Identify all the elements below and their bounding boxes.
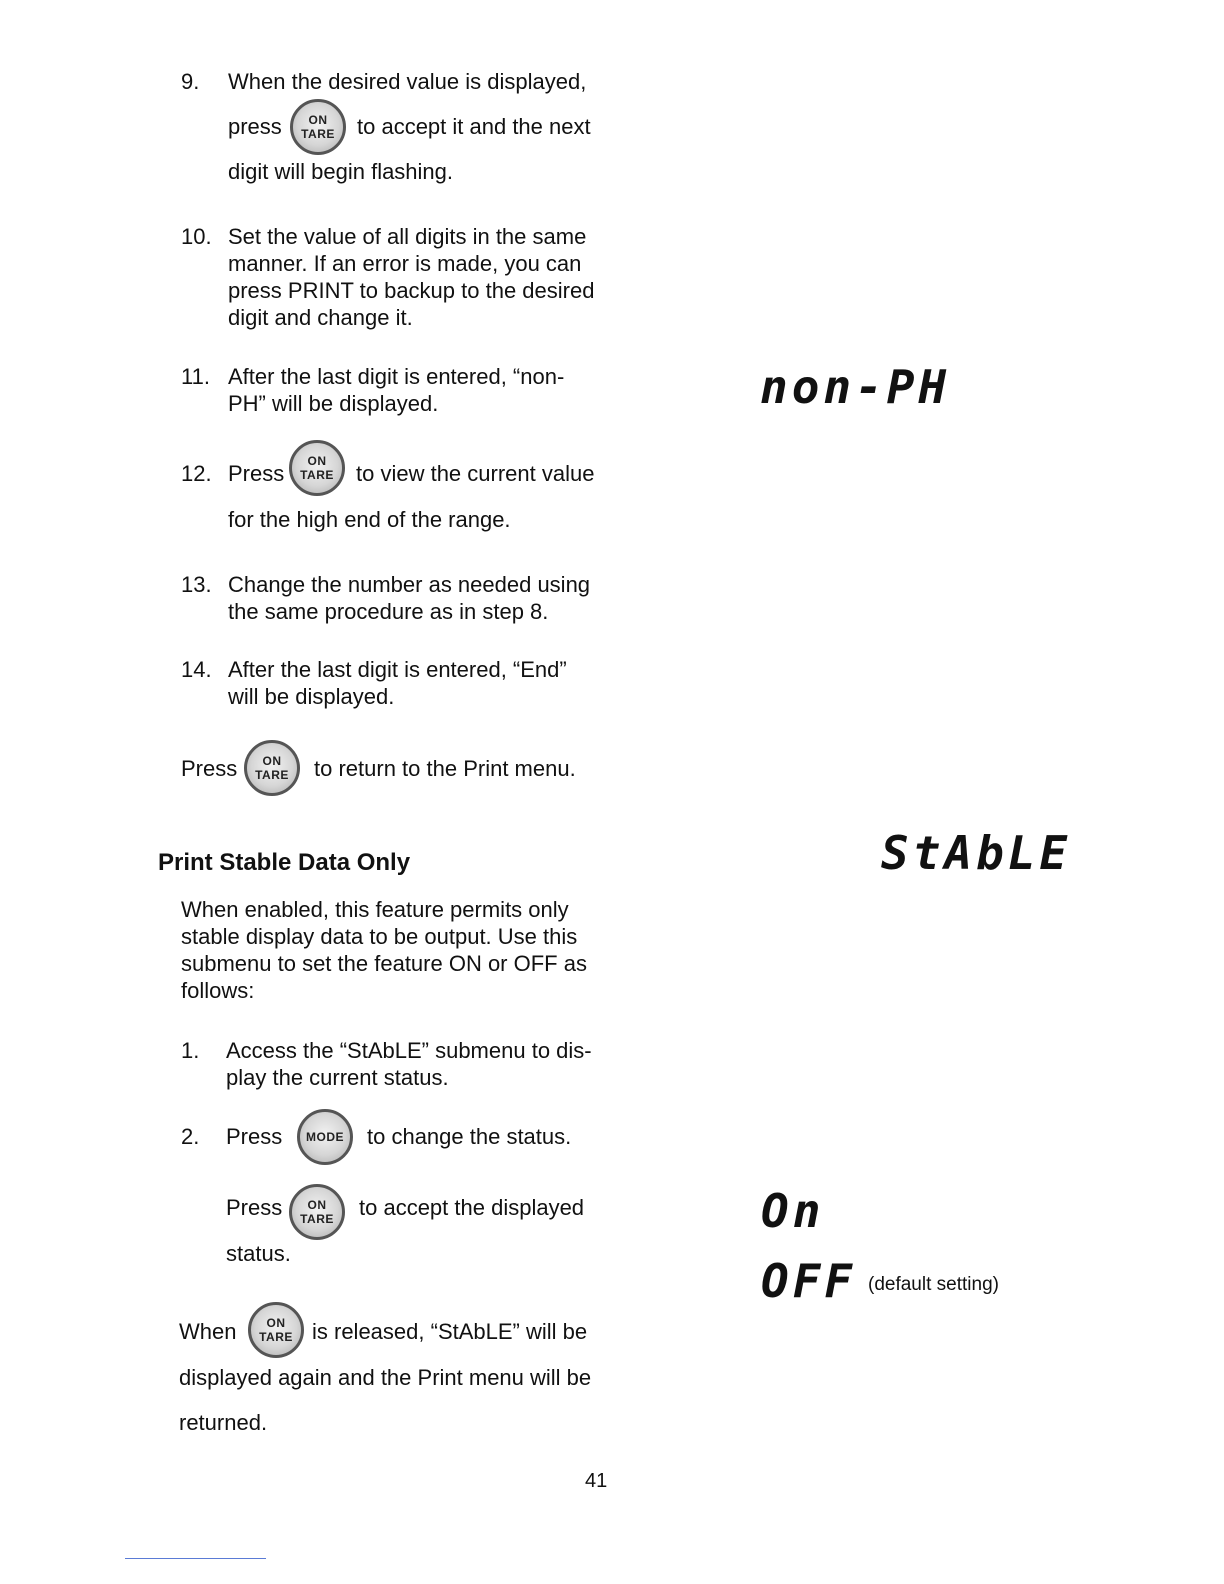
step-number: 12. (181, 461, 212, 486)
step-text: will be displayed. (228, 684, 395, 709)
step-text: the same procedure as in step 8. (228, 599, 549, 624)
when-text: is released, “StAbLE” will be (312, 1319, 588, 1344)
return-text: to return to the Print menu. (314, 756, 576, 781)
step-text: press PRINT to backup to the desired (228, 278, 595, 303)
step-number: 11. (181, 364, 210, 389)
on-tare-button-icon: ON TARE (244, 740, 300, 796)
display-stable: StAbLE (881, 826, 1072, 880)
step-text: play the current status. (226, 1065, 449, 1090)
step-text: to view the current value (356, 461, 595, 486)
step-text: After the last digit is entered, “End” (228, 657, 567, 682)
when-text: displayed again and the Print menu will be (179, 1365, 592, 1390)
step-text: Change the number as needed using (228, 572, 591, 597)
step-text: press (228, 114, 282, 139)
intro-text: follows: (181, 978, 255, 1003)
step-text: When the desired value is displayed, (228, 69, 587, 94)
return-text: Press (181, 756, 238, 781)
step-number: 1. (181, 1038, 200, 1063)
step-text: digit and change it. (228, 305, 413, 330)
step-text: for the high end of the range. (228, 507, 511, 532)
footer-rule (125, 1558, 266, 1559)
display-on: On (761, 1184, 825, 1238)
step-number: 9. (181, 69, 200, 94)
intro-text: stable display data to be output. Use this (181, 924, 578, 949)
on-tare-button-icon: ON TARE (289, 440, 345, 496)
on-tare-button-icon: ON TARE (248, 1302, 304, 1358)
step-number: 2. (181, 1124, 200, 1149)
display-non-ph: non-PH (760, 360, 951, 414)
step-text: Press (226, 1124, 283, 1149)
step-text: PH” will be displayed. (228, 391, 439, 416)
step-text: Access the “StAbLE” submenu to dis- (226, 1038, 592, 1063)
step-number: 13. (181, 572, 212, 597)
section-heading: Print Stable Data Only (158, 849, 411, 876)
intro-text: When enabled, this feature permits only (181, 897, 569, 922)
on-tare-button-icon: ON TARE (290, 99, 346, 155)
display-off: OFF (761, 1254, 857, 1308)
mode-button-icon: MODE (297, 1109, 353, 1165)
default-setting-note: (default setting) (868, 1274, 999, 1295)
when-text: When (179, 1319, 237, 1344)
step-text: to accept the displayed (359, 1195, 585, 1220)
step-number: 14. (181, 657, 212, 682)
step-text: manner. If an error is made, you can (228, 251, 582, 276)
step-text: digit will begin flashing. (228, 159, 454, 184)
step-number: 10. (181, 224, 212, 249)
page-number: 41 (585, 1470, 608, 1492)
step-text: Press (228, 461, 285, 486)
step-text: to accept it and the next (357, 114, 591, 139)
on-tare-button-icon: ON TARE (289, 1184, 345, 1240)
step-text: to change the status. (367, 1124, 572, 1149)
step-text: status. (226, 1241, 291, 1266)
step-text: After the last digit is entered, “non- (228, 364, 565, 389)
step-text: Set the value of all digits in the same (228, 224, 587, 249)
intro-text: submenu to set the feature ON or OFF as (181, 951, 587, 976)
when-text: returned. (179, 1410, 268, 1435)
step-text: Press (226, 1195, 283, 1220)
